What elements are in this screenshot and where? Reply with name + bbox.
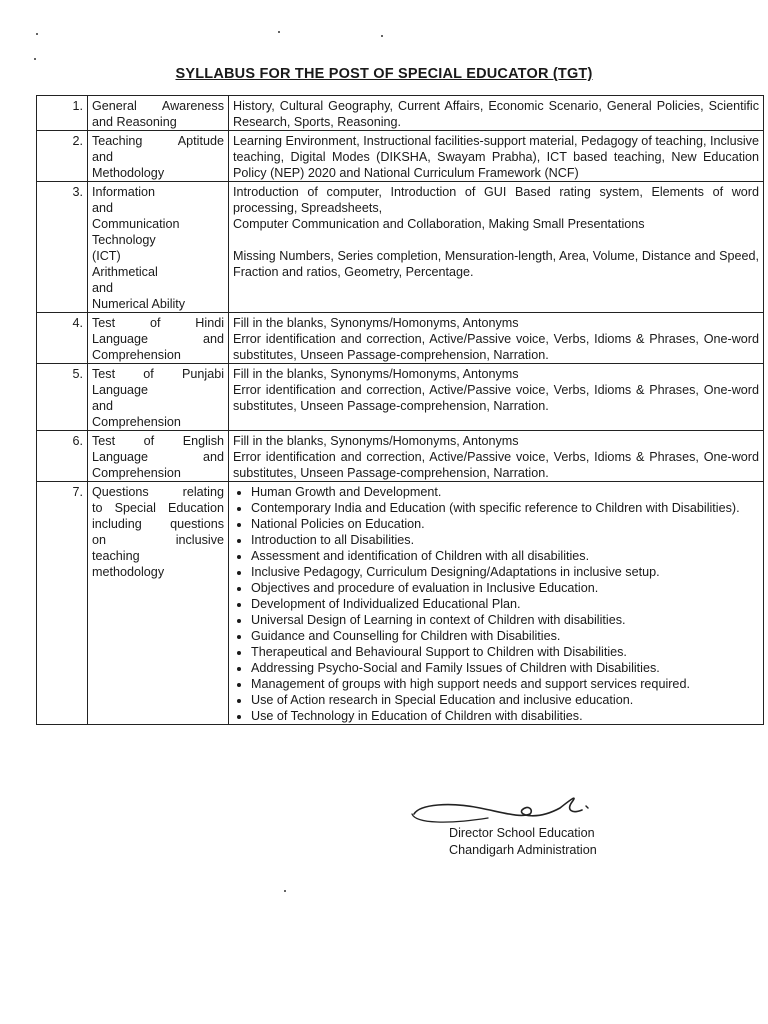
topic-list-item: • Universal Design of Learning in context of Children with disabilities. (251, 612, 759, 628)
description-text: History, Cultural Geography, Current Affairs, Economic Scenario, General Policies, Scientific Research, Sports, Reasoning. (233, 99, 759, 129)
row-number: 3. (37, 182, 88, 313)
description-text: Missing Numbers, Series completion, Mensuration-length, Area, Volume, Distance and Speed, Fraction and ratios, Geometry, Percentage. (233, 249, 759, 279)
subject-cell (88, 131, 229, 182)
syllabus-row (37, 431, 764, 482)
subject-line: and (92, 201, 114, 215)
topic-list (233, 484, 759, 724)
subject-cell (88, 313, 229, 364)
syllabus-row (37, 313, 764, 364)
subject-line: Language and (92, 450, 224, 464)
subject-line: and (92, 281, 114, 295)
signatory-block (449, 825, 597, 859)
description-text: Learning Environment, Instructional facilities-support material, Pedagogy of teaching, Inclusive teaching, Digital Modes (DIKSHA, Swayam Prabha), ICT based teaching, New Education Policy (NEP) 2020 and National Curriculum Framework (NCF) (233, 134, 759, 180)
topic-list-item: • Use of Action research in Special Education and inclusive education. (251, 692, 759, 708)
topic-list-item: • Therapeutical and Behavioural Support to Children with Disabilities. (251, 644, 759, 660)
topic-list-item: • National Policies on Education. (251, 516, 759, 532)
subject-line: Test of Punjabi (92, 367, 224, 381)
subject-line: methodology (92, 565, 165, 579)
subject-line: Comprehension (92, 348, 181, 362)
syllabus-description-cell (229, 431, 764, 482)
description-text: Error identification and correction, Active/Passive voice, Verbs, Idioms & Phrases, One-word substitutes, Unseen Passage-comprehension, Narration. (233, 383, 759, 413)
subject-line: Comprehension (92, 466, 181, 480)
scan-speck (278, 31, 280, 33)
description-text: Fill in the blanks, Synonyms/Homonyms, Antonyms (233, 316, 519, 330)
subject-line: Teaching Aptitude (92, 134, 224, 148)
description-text: Computer Communication and Collaboration, Making Small Presentations (233, 217, 645, 231)
syllabus-description-cell (229, 96, 764, 131)
row-number: 5. (37, 364, 88, 431)
syllabus-row (37, 131, 764, 182)
signatory-office: Chandigarh Administration (449, 843, 597, 857)
topic-list-item: • Human Growth and Development. (251, 484, 759, 500)
syllabus-row (37, 96, 764, 131)
page-title: SYLLABUS FOR THE POST OF SPECIAL EDUCATOR (TGT) (175, 66, 593, 82)
subject-line: teaching (92, 549, 140, 563)
row-number: 7. (37, 482, 88, 725)
subject-cell (88, 431, 229, 482)
subject-line: General Awareness (92, 99, 224, 113)
spacer (233, 232, 759, 248)
syllabus-table (36, 95, 764, 725)
subject-line: and Reasoning (92, 115, 177, 129)
subject-line: on inclusive (92, 533, 224, 547)
subject-cell (88, 364, 229, 431)
row-number: 2. (37, 131, 88, 182)
subject-line: Test of English (92, 434, 224, 448)
syllabus-row (37, 182, 764, 313)
scan-speck (34, 58, 36, 60)
topic-list-item: • Contemporary India and Education (with specific reference to Children with Disabilities). (251, 500, 759, 516)
subject-line: Language and (92, 332, 224, 346)
row-number: 1. (37, 96, 88, 131)
topic-list-item: • Use of Technology in Education of Children with disabilities. (251, 708, 759, 724)
description-text: Error identification and correction, Active/Passive voice, Verbs, Idioms & Phrases, One-word substitutes, Unseen Passage-comprehension, Narration. (233, 332, 759, 362)
row-number: 6. (37, 431, 88, 482)
subject-line: Questions relating (92, 485, 224, 499)
signature (410, 784, 650, 830)
topic-list-item: • Assessment and identification of Children with all disabilities. (251, 548, 759, 564)
topic-list-item: • Inclusive Pedagogy, Curriculum Designing/Adaptations in inclusive setup. (251, 564, 759, 580)
topic-list-item: • Objectives and procedure of evaluation in Inclusive Education. (251, 580, 759, 596)
subject-cell (88, 182, 229, 313)
subject-line: and (92, 399, 114, 413)
subject-line: Language (92, 383, 149, 397)
subject-line: including questions (92, 517, 224, 531)
topic-list-item: • Development of Individualized Educational Plan. (251, 596, 759, 612)
topic-list-item: • Management of groups with high support needs and support services required. (251, 676, 759, 692)
topic-list-item: • Introduction to all Disabilities. (251, 532, 759, 548)
subject-line: Communication (92, 217, 180, 231)
subject-line: Technology (92, 233, 156, 247)
syllabus-row (37, 364, 764, 431)
subject-line: and (92, 150, 114, 164)
scan-speck (381, 35, 383, 37)
syllabus-row (37, 482, 764, 725)
subject-line: Information (92, 185, 155, 199)
subject-line: Numerical Ability (92, 297, 186, 311)
signatory-designation: Director School Education (449, 826, 595, 840)
description-text: Error identification and correction, Active/Passive voice, Verbs, Idioms & Phrases, One-word substitutes, Unseen Passage-comprehension, Narration. (233, 450, 759, 480)
handwritten-signature-icon (410, 784, 650, 830)
subject-cell (88, 482, 229, 725)
subject-line: to Special Education (92, 501, 224, 515)
syllabus-description-cell (229, 313, 764, 364)
scan-speck (36, 33, 38, 35)
subject-line: Methodology (92, 166, 165, 180)
topic-list-item: • Addressing Psycho-Social and Family Issues of Children with Disabilities. (251, 660, 759, 676)
description-text: Fill in the blanks, Synonyms/Homonyms, Antonyms (233, 434, 519, 448)
syllabus-description-cell (229, 482, 764, 725)
syllabus-description-cell (229, 364, 764, 431)
subject-line: Comprehension (92, 415, 181, 429)
row-number: 4. (37, 313, 88, 364)
description-text: Introduction of computer, Introduction of GUI Based rating system, Elements of word processing, Spreadsheets, (233, 185, 759, 215)
subject-line: Test of Hindi (92, 316, 224, 330)
subject-cell (88, 96, 229, 131)
subject-line: Arithmetical (92, 265, 158, 279)
description-text: Fill in the blanks, Synonyms/Homonyms, Antonyms (233, 367, 519, 381)
subject-line: (ICT) (92, 249, 121, 263)
syllabus-description-cell (229, 182, 764, 313)
syllabus-description-cell (229, 131, 764, 182)
scan-speck (284, 890, 286, 892)
topic-list-item: • Guidance and Counselling for Children with Disabilities. (251, 628, 759, 644)
